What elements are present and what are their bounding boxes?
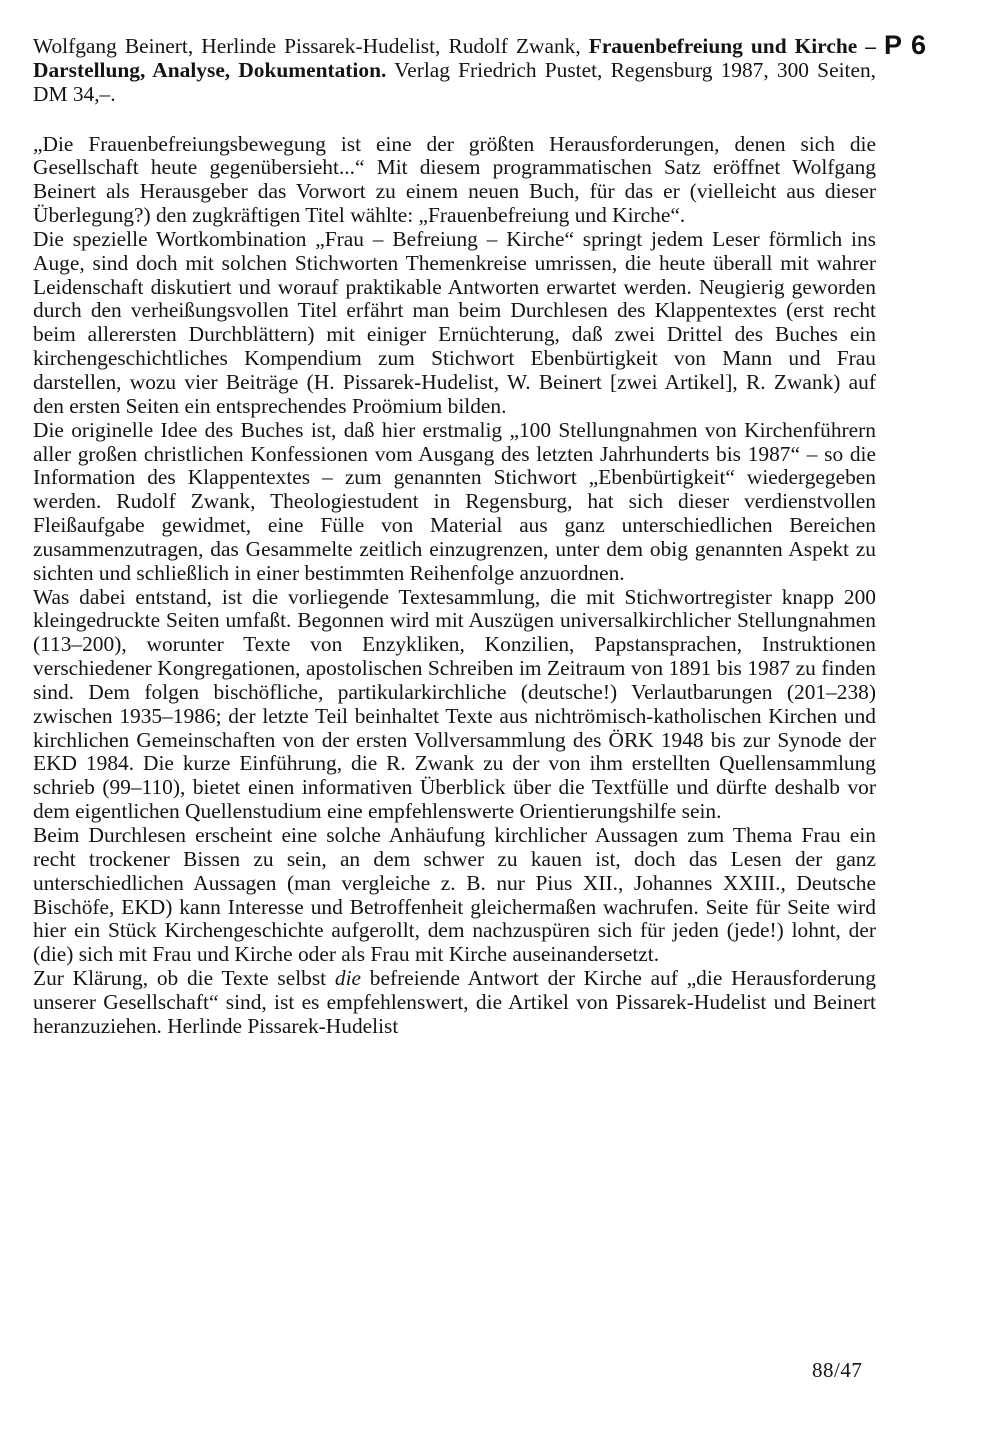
review-paragraph (33, 967, 876, 1039)
page-number: 88/47 (812, 1358, 863, 1382)
book-citation (33, 35, 876, 107)
review-paragraph (33, 133, 876, 228)
review-paragraph (33, 824, 876, 967)
review-text-block (33, 35, 876, 1039)
paragraph-text: „Die Frauenbefreiungsbewegung ist eine der größten Herausforderungen, denen sich die Gesellschaft heute gegenübersieht...“ Mit diesem programmatischen Satz eröffnet Wolfgang Beinert als Herausgeber das Vorwort zu einem neuen Buch, für das er (vielleicht aus dieser Überlegung?) den zugkräftigen Titel wählte: „Frauenbefreiung und Kirche“. (33, 131, 876, 228)
paragraph-text: Zur Klärung, ob die Texte selbst (33, 966, 335, 991)
paragraph-text: Beim Durchlesen erscheint eine solche Anhäufung kirchlicher Aussagen zum Thema Frau ein recht trockener Bissen zu sein, an dem schwer zu kauen ist, doch das Lesen der ganz unterschiedlichen Aussagen (man vergleiche z. B. nur Pius XII., Johannes XXIII., Deutsche Bischöfe, EKD) kann Interesse und Betroffenheit gleichermaßen wachrufen. Seite für Seite wird hier ein Stück Kirchengeschichte aufgerollt, dem nachzuspüren sich für jeden (jede!) lohnt, der (die) sich mit Frau und Kirche oder als Frau mit Kirche auseinandersetzt. (33, 823, 876, 967)
paragraph-text: befreiende Antwort der Kirche auf „die Herausforderung unserer Gesellschaft“ sind, ist es empfehlenswert, die Artikel von Pissarek-Hudelist und Beinert heranzuziehen. Herlinde Pissarek-Hudelist (33, 966, 876, 1038)
citation-authors: Wolfgang Beinert, Herlinde Pissarek-Hudelist, Rudolf Zwank, (33, 34, 581, 58)
review-paragraph (33, 586, 876, 824)
section-mark: P 6 (884, 30, 928, 60)
emphasis-text: die (334, 966, 362, 991)
citation-title: Frauenbefreiung und Kirche – Darstellung, Analyse, Dokumentation. (33, 34, 876, 82)
review-paragraph (33, 228, 876, 419)
paragraph-text: Die spezielle Wortkombination „Frau – Befreiung – Kirche“ springt jedem Leser förmlich ins Auge, sind doch mit solchen Stichworten Themenkreise umrissen, die heute überall mit wahrer Leidenschaft diskutiert und worauf praktikable Antworten erwartet werden. Neugierig geworden durch den verheißungsvollen Titel erfährt man beim Durchlesen des Klappentextes (erst recht beim allerersten Durchblättern) mit einiger Ernüchterung, daß zwei Drittel des Buches ein kirchengeschichtliches Kompendium zum Stichwort Ebenbürtigkeit von Mann und Frau darstellen, wozu vier Beiträge (H. Pissarek-Hudelist, W. Beinert [zwei Artikel], R. Zwank) auf den ersten Seiten ein entsprechendes Proömium bilden. (33, 226, 876, 418)
paragraph-text: Was dabei entstand, ist die vorliegende Textesammlung, die mit Stichwortregister knapp 200 kleingedruckte Seiten umfaßt. Begonnen wird mit Auszügen universalkirchlicher Stellungnahmen (113–200), worunter Texte von Enzykliken, Konzilien, Papstansprachen, Instruktionen verschiedener Kongregationen, apostolischen Schreiben im Zeitraum von 1891 bis 1987 zu finden sind. Dem folgen bischöfliche, partikularkirchliche (deutsche!) Verlautbarungen (201–238) zwischen 1935–1986; der letzte Teil beinhaltet Texte aus nichtrömisch-katholischen Kirchen und kirchlichen Gemeinschaften von der ersten Vollversammlung des ÖRK 1948 bis zur Synode der EKD 1984. Die kurze Einführung, die R. Zwank zu der von ihm erstellten Quellensammlung schrieb (99–110), bietet einen informativen Überblick über die Textfülle und dürfte deshalb vor dem eigentlichen Quellenstudium eine empfehlenswerte Orientierungshilfe sein. (33, 584, 876, 824)
review-body (33, 133, 876, 1039)
paragraph-text: Die originelle Idee des Buches ist, daß hier erstmalig „100 Stellungnahmen von Kirchenführern aller großen christlichen Konfessionen vom Ausgang des letzten Jahrhunderts bis 1987“ – so die Information des Klappentextes – zum genannten Stichwort „Ebenbürtigkeit“ wiedergegeben werden. Rudolf Zwank, Theologiestudent in Regensburg, hat sich dieser verdienstvollen Fleißaufgabe gewidmet, eine Fülle von Material aus ganz unterschiedlichen Bereichen zusammenzutragen, das Gesammelte zeitlich einzugrenzen, unter dem obig genannten Aspekt zu sichten und schließlich in einer bestimmten Reihenfolge anzuordnen. (33, 417, 876, 585)
review-paragraph (33, 419, 876, 586)
citation-publisher: Verlag Friedrich Pustet, Regensburg 1987, 300 Seiten, DM 34,–. (33, 57, 876, 106)
